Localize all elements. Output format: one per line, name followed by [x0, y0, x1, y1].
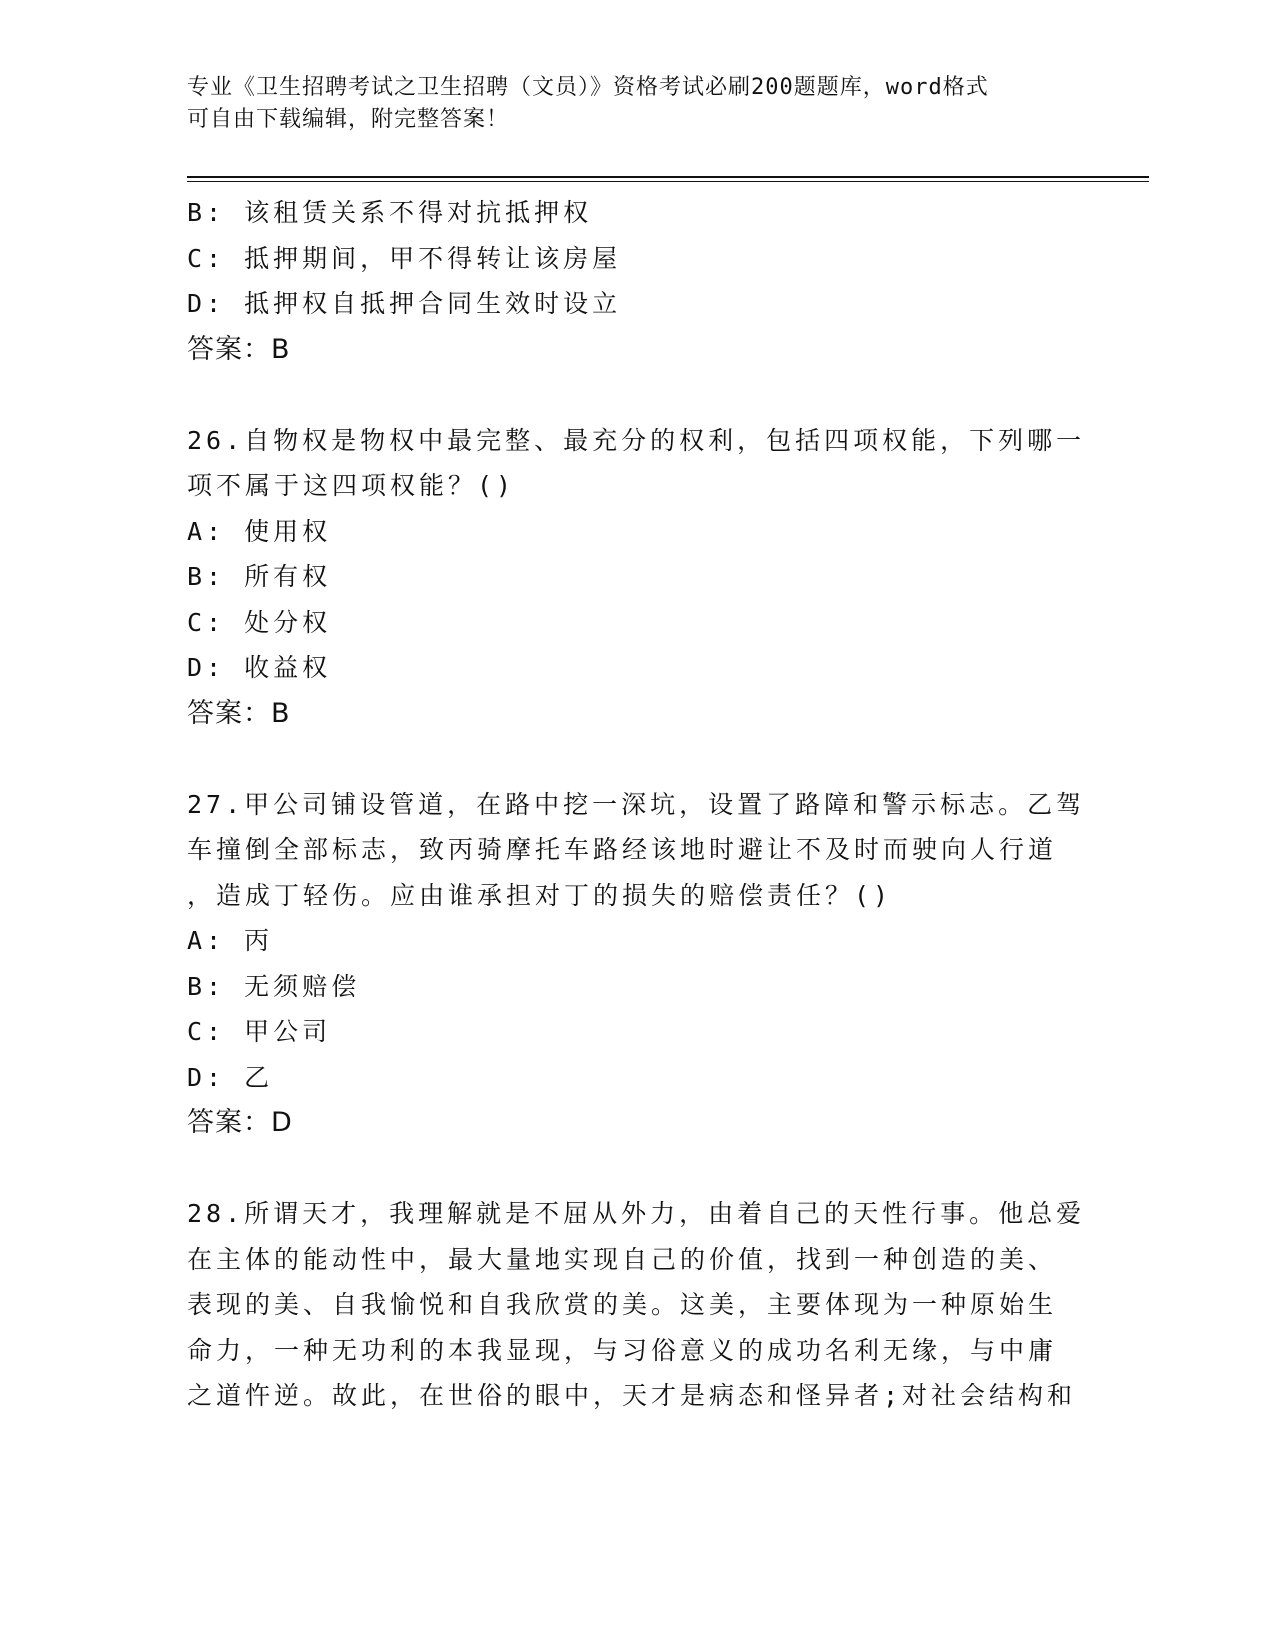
- header-divider-thick: [187, 176, 1149, 178]
- option-c: C: 抵押期间，甲不得转让该房屋: [187, 243, 622, 273]
- header-line-1: 专业《卫生招聘考试之卫生招聘（文员）》资格考试必刷200题题库，word格式: [187, 75, 989, 100]
- question-text: 28.所谓天才，我理解就是不屈从外力，由着自己的天性行事。他总爱: [187, 1199, 1086, 1228]
- question-26: [187, 418, 1087, 737]
- question-text: 26.自物权是物权中最完整、最充分的权利，包括四项权能，下列哪一: [187, 425, 1086, 455]
- answer: 答案：D: [187, 1107, 293, 1138]
- document-body: [187, 190, 1087, 1419]
- question-28: [187, 1191, 1087, 1419]
- question-text: 车撞倒全部标志，致丙骑摩托车路经该地时避让不及时而驶向人行道: [187, 835, 1058, 864]
- option-a: A: 丙: [187, 926, 274, 955]
- question-25-continuation: [187, 190, 1087, 372]
- option-d: D: 抵押权自抵押合同生效时设立: [187, 289, 622, 318]
- question-text: 在主体的能动性中，最大量地实现自己的价值，找到一种创造的美、: [187, 1244, 1058, 1274]
- option-d: D: 收益权: [187, 653, 332, 682]
- option-d: D: 乙: [187, 1062, 274, 1092]
- header-divider-thin: [187, 181, 1149, 182]
- option-b: B: 无须赔偿: [187, 971, 361, 1001]
- option-c: C: 甲公司: [187, 1017, 332, 1046]
- option-b: B: 该租赁关系不得对抗抵押权: [187, 198, 593, 227]
- option-c: C: 处分权: [187, 607, 332, 637]
- question-text: 27.甲公司铺设管道，在路中挖一深坑，设置了路障和警示标志。乙驾: [187, 789, 1086, 819]
- option-a: A: 使用权: [187, 516, 332, 546]
- question-text: 项不属于这四项权能？(): [187, 471, 516, 500]
- option-b: B: 所有权: [187, 562, 332, 591]
- question-text: ，造成丁轻伤。应由谁承担对丁的损失的赔偿责任？(): [187, 880, 893, 910]
- header-line-2: 可自由下载编辑，附完整答案！: [187, 107, 510, 132]
- document-header: [187, 72, 1067, 136]
- question-text: 命力，一种无功利的本我显现，与习俗意义的成功名利无缘，与中庸: [187, 1335, 1058, 1365]
- answer: 答案：B: [187, 333, 291, 365]
- question-text: 之道忤逆。故此，在世俗的眼中，天才是病态和怪异者;对社会结构和: [187, 1381, 1077, 1410]
- question-text: 表现的美、自我愉悦和自我欣赏的美。这美，主要体现为一种原始生: [187, 1290, 1058, 1319]
- question-27: [187, 782, 1087, 1146]
- answer: 答案：B: [187, 697, 291, 729]
